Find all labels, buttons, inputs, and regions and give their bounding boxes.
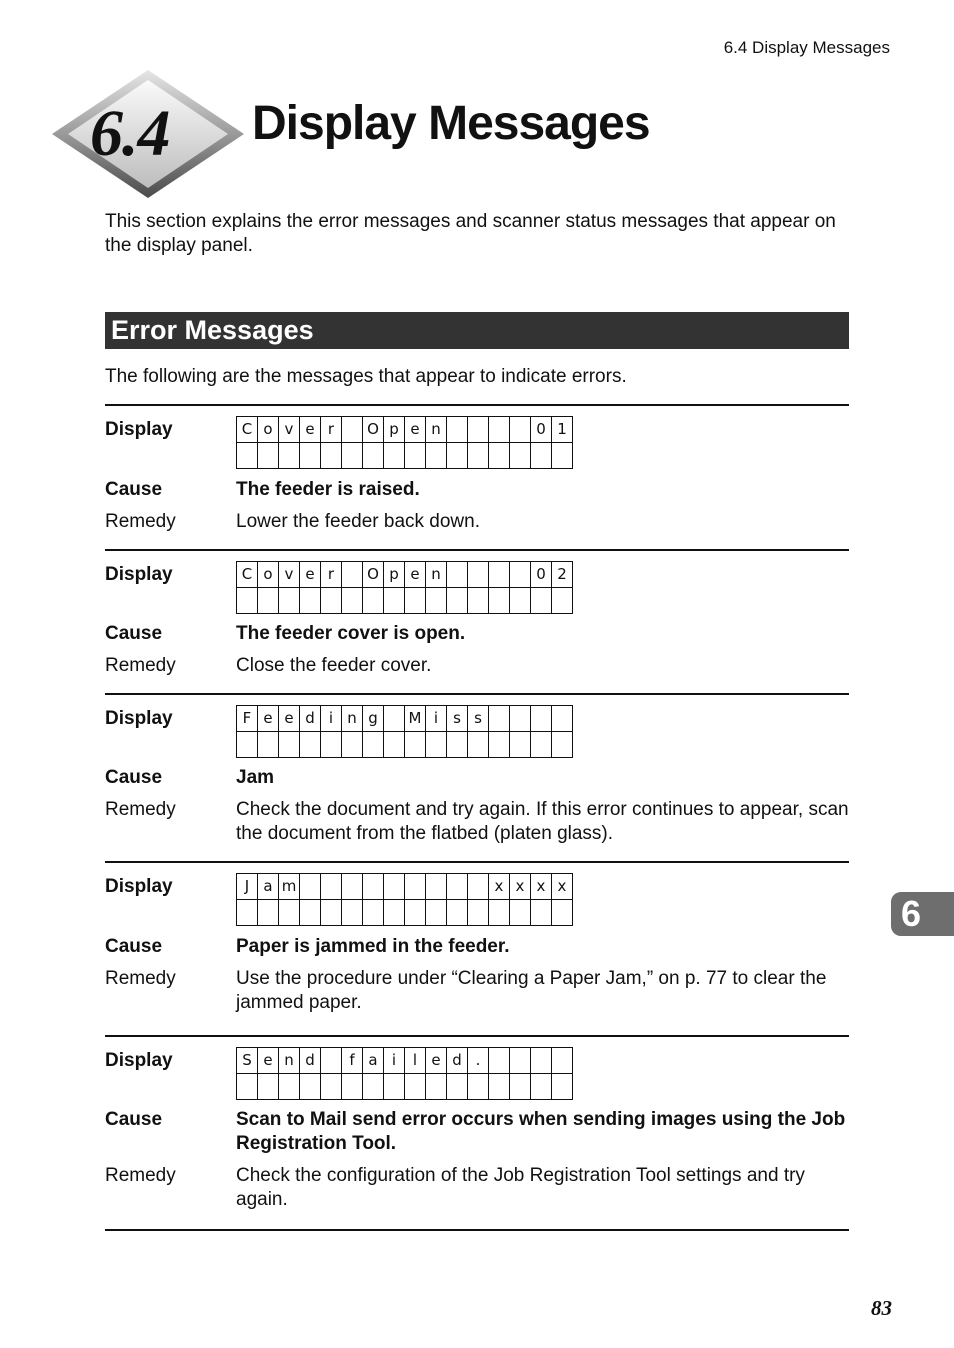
remedy-text: Check the document and try again. If this error continues to appear, scan the document from the flatbed (platen glass). <box>236 799 849 844</box>
cause-text: Scan to Mail send error occurs when sending images using the Job Registration Tool. <box>236 1109 846 1154</box>
lcd-cell: e <box>300 417 321 443</box>
lcd-cell <box>279 588 300 614</box>
display-label: Display <box>105 1050 173 1071</box>
lcd-cell <box>552 1048 573 1074</box>
lcd-cell <box>300 732 321 758</box>
lcd-cell: l <box>405 1048 426 1074</box>
lcd-cell: a <box>258 874 279 900</box>
lcd-cell <box>489 1074 510 1100</box>
lcd-cell: n <box>426 562 447 588</box>
lcd-cell <box>489 1048 510 1074</box>
error-entry <box>105 861 849 1036</box>
lcd-cell <box>279 732 300 758</box>
lcd-cell <box>342 900 363 926</box>
section-intro: The following are the messages that appear to indicate errors. <box>105 366 627 387</box>
lcd-cell <box>552 1074 573 1100</box>
lcd-cell <box>468 562 489 588</box>
lcd-cell <box>468 874 489 900</box>
remedy-text: Check the configuration of the Job Registration Tool settings and try again. <box>236 1165 805 1210</box>
lcd-cell <box>363 588 384 614</box>
lcd-cell <box>384 874 405 900</box>
lcd-cell <box>363 874 384 900</box>
lcd-cell <box>405 1074 426 1100</box>
lcd-cell <box>447 562 468 588</box>
lcd-cell: O <box>363 562 384 588</box>
lcd-cell: M <box>405 706 426 732</box>
lcd-cell: x <box>552 874 573 900</box>
remedy-label: Remedy <box>105 799 176 820</box>
lcd-cell <box>279 443 300 469</box>
lcd-cell <box>321 588 342 614</box>
lcd-cell <box>489 900 510 926</box>
lcd-cell <box>489 417 510 443</box>
lcd-cell <box>447 1074 468 1100</box>
lcd-cell <box>342 443 363 469</box>
lcd-cell <box>468 900 489 926</box>
lcd-cell: e <box>258 706 279 732</box>
lcd-cell: o <box>258 417 279 443</box>
lcd-display <box>236 561 573 614</box>
lcd-cell <box>405 588 426 614</box>
lcd-cell <box>510 900 531 926</box>
lcd-cell <box>552 443 573 469</box>
lcd-cell <box>510 732 531 758</box>
lcd-cell <box>552 588 573 614</box>
lcd-cell: i <box>426 706 447 732</box>
lcd-cell <box>258 443 279 469</box>
lcd-cell <box>489 562 510 588</box>
lcd-cell: F <box>237 706 258 732</box>
lcd-cell: e <box>405 417 426 443</box>
chapter-tab-number: 6 <box>901 893 922 934</box>
lcd-cell <box>447 588 468 614</box>
lcd-cell <box>258 732 279 758</box>
chapter-tab <box>891 892 954 936</box>
error-entry <box>105 549 849 694</box>
remedy-label: Remedy <box>105 968 176 989</box>
lcd-cell <box>279 1074 300 1100</box>
lcd-cell: i <box>384 1048 405 1074</box>
lcd-cell: 0 <box>531 417 552 443</box>
lcd-cell <box>321 874 342 900</box>
lcd-cell <box>384 588 405 614</box>
lcd-cell <box>363 900 384 926</box>
lcd-cell: 0 <box>531 562 552 588</box>
lcd-cell <box>363 1074 384 1100</box>
display-label: Display <box>105 564 173 585</box>
lcd-cell <box>384 443 405 469</box>
section-number: 6.4 <box>90 97 170 170</box>
lcd-cell: s <box>468 706 489 732</box>
lcd-cell <box>468 417 489 443</box>
page-title: Display Messages <box>252 97 650 150</box>
error-entry <box>105 693 849 862</box>
lcd-display <box>236 416 573 469</box>
lcd-cell <box>426 732 447 758</box>
lcd-cell: d <box>300 1048 321 1074</box>
lcd-display <box>236 873 573 926</box>
lcd-cell <box>237 588 258 614</box>
lcd-cell <box>300 874 321 900</box>
lcd-cell <box>321 900 342 926</box>
cause-label: Cause <box>105 936 163 957</box>
lcd-cell <box>426 588 447 614</box>
lcd-cell <box>237 732 258 758</box>
lcd-cell <box>510 1074 531 1100</box>
lcd-cell: e <box>426 1048 447 1074</box>
display-label: Display <box>105 708 173 729</box>
lcd-cell <box>300 588 321 614</box>
lcd-cell <box>447 443 468 469</box>
lcd-cell: S <box>237 1048 258 1074</box>
lcd-cell: v <box>279 417 300 443</box>
lcd-cell <box>426 874 447 900</box>
lcd-cell: i <box>321 706 342 732</box>
cause-text: The feeder cover is open. <box>236 623 466 644</box>
lcd-cell: g <box>363 706 384 732</box>
lcd-cell <box>300 443 321 469</box>
lcd-cell: n <box>279 1048 300 1074</box>
lcd-cell <box>510 588 531 614</box>
lcd-cell: e <box>258 1048 279 1074</box>
lcd-cell: o <box>258 562 279 588</box>
lcd-cell <box>447 900 468 926</box>
lcd-cell <box>321 443 342 469</box>
remedy-text: Close the feeder cover. <box>236 655 432 676</box>
intro-paragraph: This section explains the error messages and scanner status messages that appear on the display panel. <box>105 211 836 256</box>
lcd-cell: J <box>237 874 258 900</box>
error-entry <box>105 1035 849 1231</box>
lcd-cell <box>468 732 489 758</box>
lcd-cell: v <box>279 562 300 588</box>
lcd-cell <box>552 706 573 732</box>
cause-label: Cause <box>105 1109 163 1130</box>
lcd-cell: m <box>279 874 300 900</box>
lcd-cell: 2 <box>552 562 573 588</box>
error-entry <box>105 404 849 550</box>
lcd-cell <box>363 443 384 469</box>
running-head: 6.4 Display Messages <box>723 38 890 57</box>
lcd-cell <box>510 706 531 732</box>
remedy-label: Remedy <box>105 511 176 532</box>
lcd-cell <box>531 732 552 758</box>
lcd-cell: e <box>405 562 426 588</box>
lcd-cell <box>426 1074 447 1100</box>
remedy-label: Remedy <box>105 655 176 676</box>
lcd-cell <box>237 1074 258 1100</box>
lcd-cell <box>384 1074 405 1100</box>
lcd-cell <box>300 1074 321 1100</box>
lcd-display <box>236 705 573 758</box>
lcd-cell <box>300 900 321 926</box>
lcd-cell <box>342 588 363 614</box>
lcd-cell <box>384 900 405 926</box>
lcd-cell <box>426 900 447 926</box>
lcd-cell <box>426 443 447 469</box>
lcd-cell <box>363 732 384 758</box>
lcd-cell <box>237 900 258 926</box>
lcd-cell <box>447 732 468 758</box>
lcd-cell <box>405 874 426 900</box>
lcd-cell <box>510 443 531 469</box>
lcd-cell <box>237 443 258 469</box>
lcd-cell: e <box>279 706 300 732</box>
cause-text: Paper is jammed in the feeder. <box>236 936 510 957</box>
lcd-cell: a <box>363 1048 384 1074</box>
lcd-cell: d <box>447 1048 468 1074</box>
lcd-cell <box>405 732 426 758</box>
lcd-cell <box>384 706 405 732</box>
lcd-cell <box>489 706 510 732</box>
lcd-cell <box>531 588 552 614</box>
lcd-cell <box>279 900 300 926</box>
lcd-cell <box>342 732 363 758</box>
lcd-cell <box>321 1048 342 1074</box>
lcd-cell <box>468 588 489 614</box>
cause-label: Cause <box>105 479 163 500</box>
lcd-cell: x <box>510 874 531 900</box>
lcd-cell: r <box>321 562 342 588</box>
lcd-cell <box>342 1074 363 1100</box>
lcd-cell <box>342 874 363 900</box>
lcd-cell <box>342 562 363 588</box>
lcd-cell: . <box>468 1048 489 1074</box>
lcd-cell: C <box>237 417 258 443</box>
cause-text: Jam <box>236 767 275 788</box>
lcd-cell: n <box>426 417 447 443</box>
lcd-cell: C <box>237 562 258 588</box>
lcd-cell <box>468 1074 489 1100</box>
lcd-display <box>236 1047 573 1100</box>
lcd-cell <box>405 900 426 926</box>
display-label: Display <box>105 419 173 440</box>
lcd-cell: x <box>531 874 552 900</box>
lcd-cell: x <box>489 874 510 900</box>
cause-text: The feeder is raised. <box>236 479 420 500</box>
lcd-cell: s <box>447 706 468 732</box>
lcd-cell <box>489 443 510 469</box>
lcd-cell: p <box>384 417 405 443</box>
lcd-cell <box>321 1074 342 1100</box>
lcd-cell <box>258 588 279 614</box>
lcd-cell <box>510 1048 531 1074</box>
lcd-cell <box>468 443 489 469</box>
section-heading-bar: Error Messages <box>105 312 849 349</box>
lcd-cell <box>489 732 510 758</box>
lcd-cell <box>552 732 573 758</box>
lcd-cell: r <box>321 417 342 443</box>
lcd-cell <box>447 417 468 443</box>
lcd-cell <box>342 417 363 443</box>
lcd-cell <box>531 706 552 732</box>
lcd-cell <box>531 1074 552 1100</box>
remedy-text: Lower the feeder back down. <box>236 511 480 532</box>
lcd-cell <box>510 562 531 588</box>
lcd-cell <box>531 900 552 926</box>
lcd-cell <box>489 588 510 614</box>
lcd-cell <box>258 1074 279 1100</box>
lcd-cell: p <box>384 562 405 588</box>
lcd-cell <box>405 443 426 469</box>
lcd-cell: 1 <box>552 417 573 443</box>
lcd-cell: d <box>300 706 321 732</box>
page-number: 83 <box>871 1296 892 1320</box>
lcd-cell <box>510 417 531 443</box>
cause-label: Cause <box>105 767 163 788</box>
lcd-cell: e <box>300 562 321 588</box>
lcd-cell <box>531 1048 552 1074</box>
lcd-cell <box>447 874 468 900</box>
lcd-cell <box>384 732 405 758</box>
lcd-cell <box>258 900 279 926</box>
lcd-cell: n <box>342 706 363 732</box>
lcd-cell <box>321 732 342 758</box>
lcd-cell <box>552 900 573 926</box>
lcd-cell: O <box>363 417 384 443</box>
remedy-text: Use the procedure under “Clearing a Paper Jam,” on p. 77 to clear the jammed paper. <box>236 968 827 1013</box>
remedy-label: Remedy <box>105 1165 176 1186</box>
lcd-cell: f <box>342 1048 363 1074</box>
display-label: Display <box>105 876 173 897</box>
cause-label: Cause <box>105 623 163 644</box>
lcd-cell <box>531 443 552 469</box>
